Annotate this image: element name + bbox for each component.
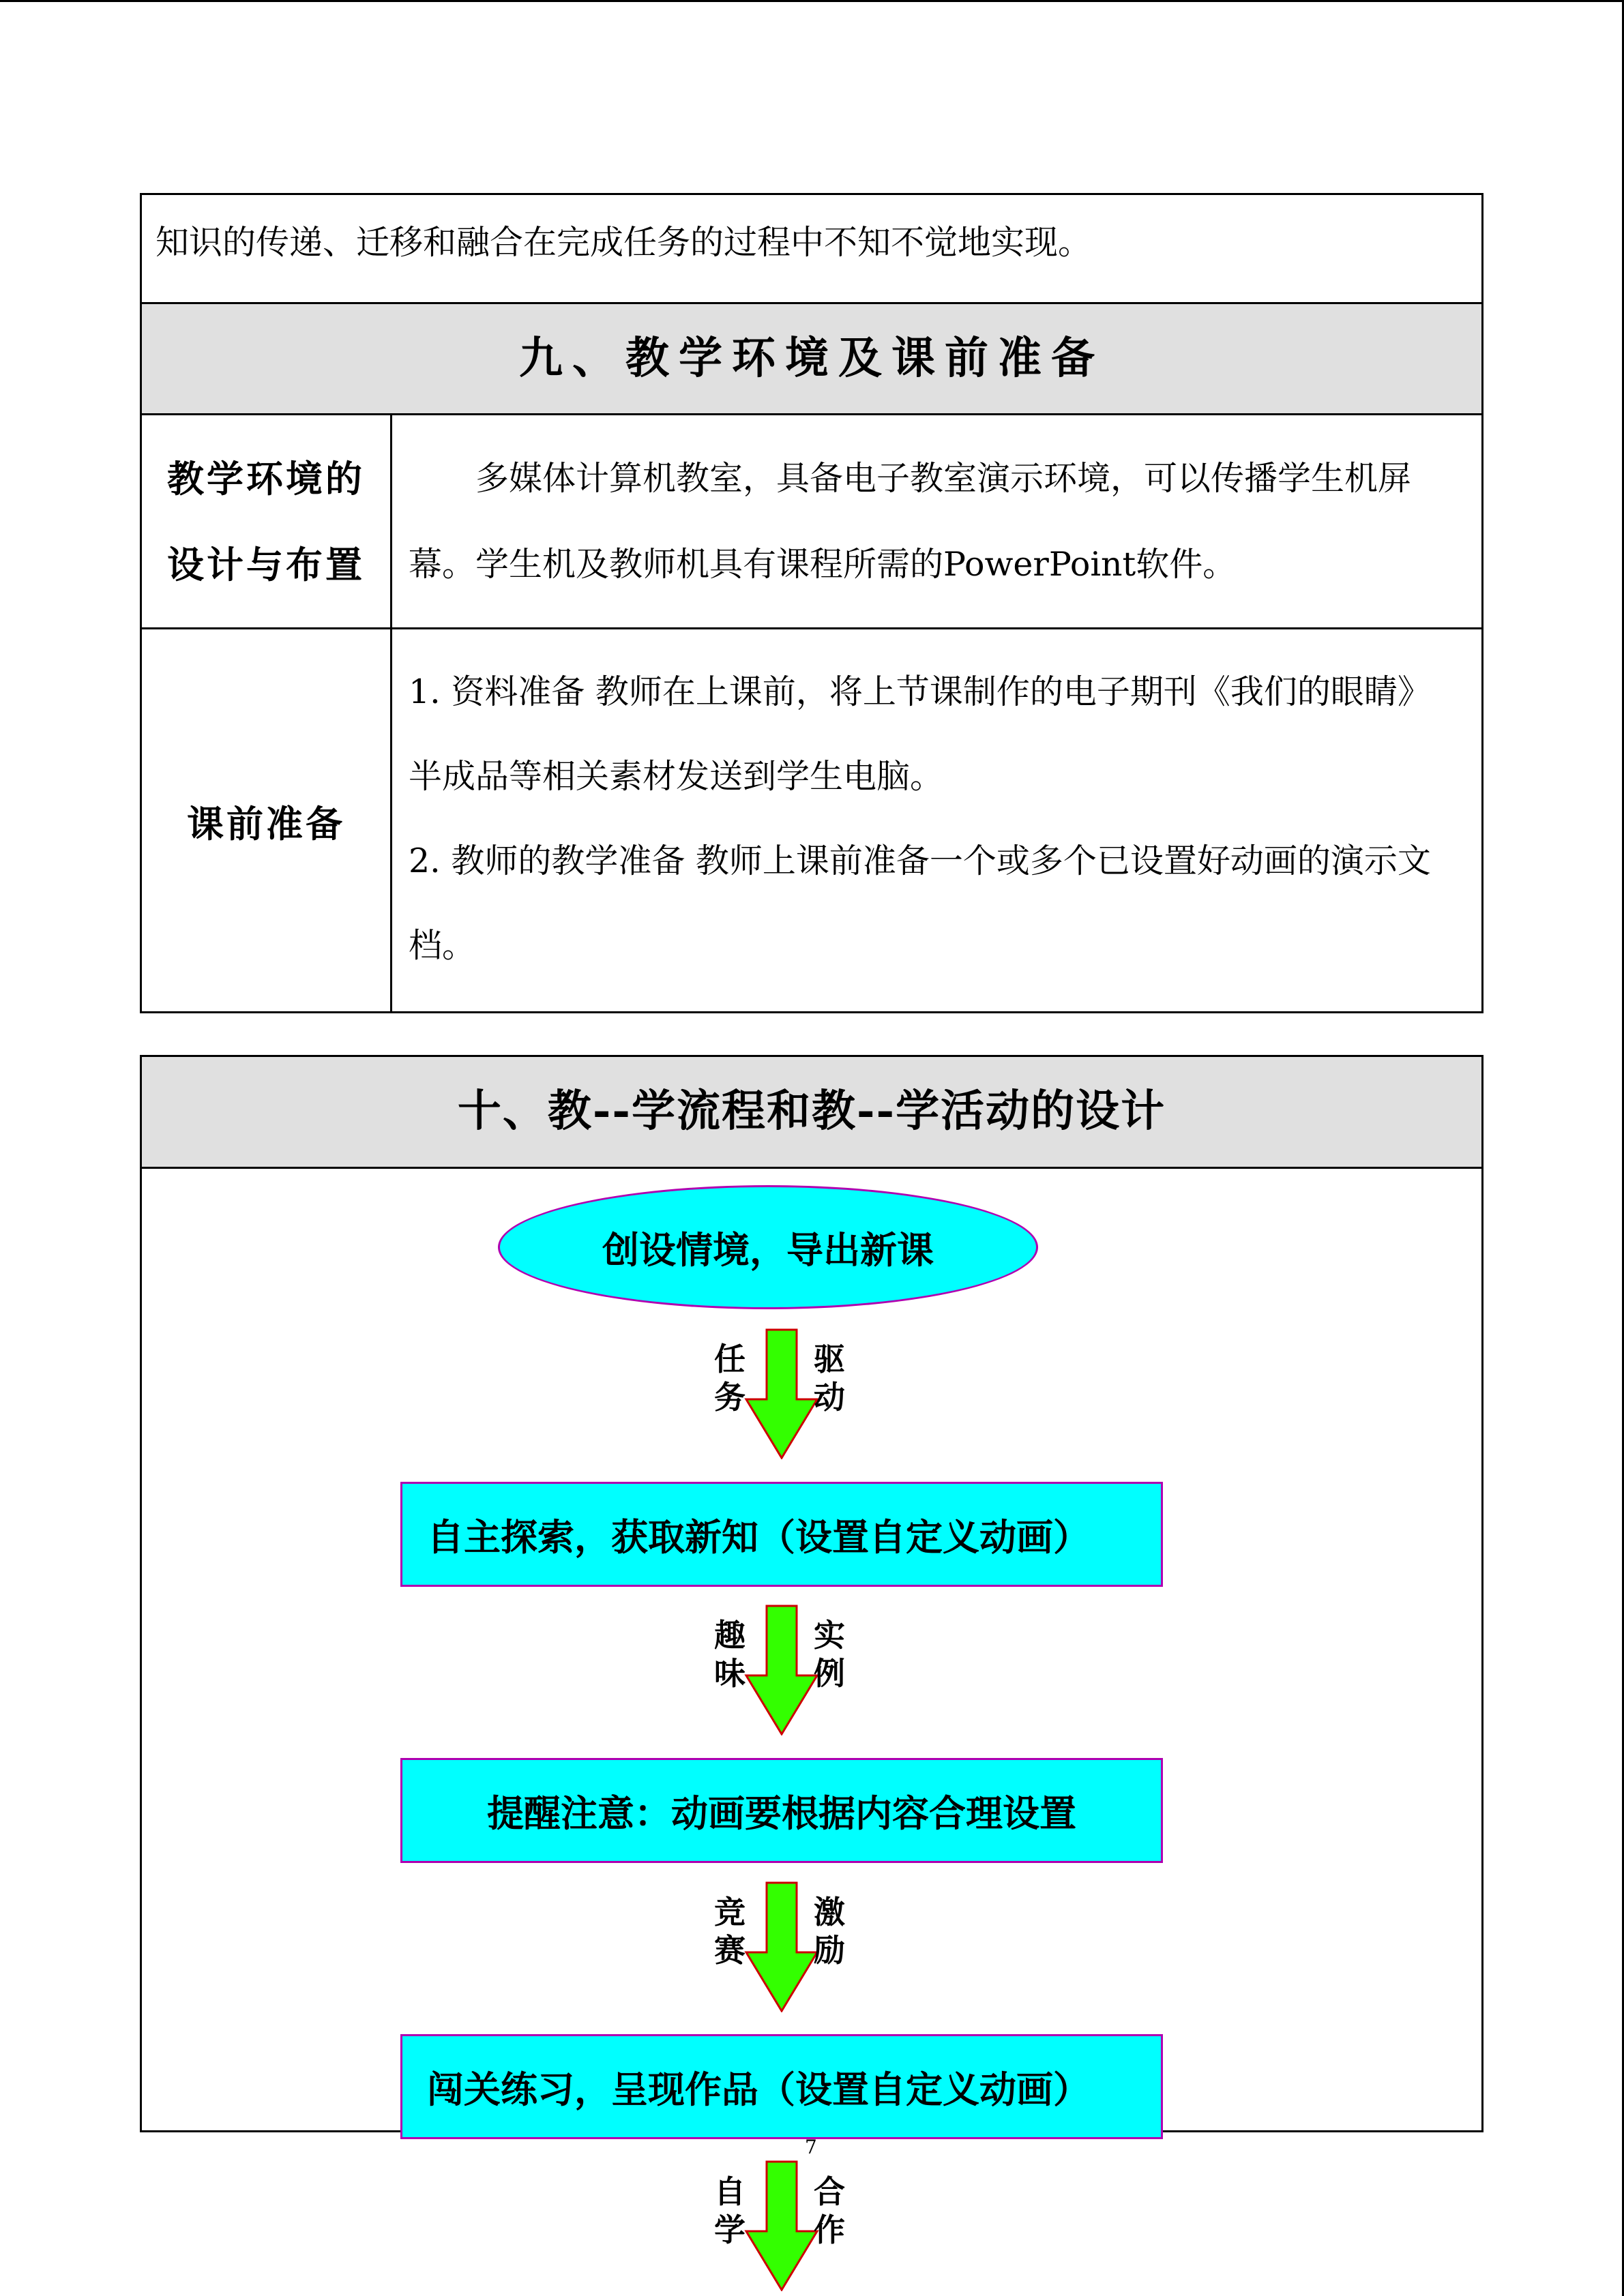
arrow-1-right-label [809, 1340, 850, 1416]
arrow-4-right-char2: 作 [814, 2211, 845, 2248]
flow-step-1: 自主探索，获取新知（设置自定义动画） [400, 1482, 1163, 1587]
arrow-4-right-label [809, 2173, 850, 2249]
arrow-3-left-char2: 赛 [714, 1932, 745, 1969]
flow-start-ellipse: 创设情境，导出新课 [498, 1185, 1038, 1309]
arrow-3-left-label [709, 1893, 750, 1969]
prep-label: 课前准备 [142, 629, 392, 1013]
arrow-2-left-label [709, 1616, 750, 1693]
page-number: 7 [805, 2136, 817, 2158]
flow-step-3: 闯关练习，呈现作品（设置自定义动画） [400, 2034, 1163, 2139]
arrow-2-right-char1: 实 [814, 1617, 845, 1654]
arrow-4-left-label [709, 2173, 750, 2249]
env-cell [392, 415, 1481, 627]
section-9-title: 九、教学环境及课前准备 [142, 304, 1481, 415]
arrow-4-left-char1: 自 [714, 2173, 745, 2210]
table-section-9 [140, 193, 1483, 1013]
arrow-2-left-char2: 味 [714, 1655, 745, 1692]
prep-item-2: 2. 教师的教学准备 教师上课前准备一个或多个已设置好动画的演示文档。 [409, 841, 1431, 965]
arrow-1-left-char2: 务 [714, 1379, 745, 1416]
arrow-3-right-label [809, 1893, 850, 1969]
arrow-3-right-char1: 激 [814, 1894, 845, 1930]
env-label-line2: 设计与布置 [167, 542, 365, 586]
prep-row [142, 629, 1481, 1013]
arrow-4-right-char1: 合 [814, 2173, 845, 2210]
env-row [142, 415, 1481, 629]
section-10-title: 十、教--学流程和教--学活动的设计 [142, 1057, 1481, 1169]
env-text: 多媒体计算机教室，具备电子教室演示环境，可以传播学生机屏幕。学生机及教师机具有课程所需的PowerPoint软件。 [409, 459, 1412, 584]
top-rule [0, 0, 1624, 2]
env-label-line1: 教学环境的 [167, 456, 365, 501]
arrow-2-right-char2: 例 [814, 1655, 845, 1692]
flow-step-2: 提醒注意：动画要根据内容合理设置 [400, 1758, 1163, 1863]
arrow-3-left-char1: 竞 [714, 1894, 745, 1930]
prep-cell [392, 629, 1481, 1013]
arrow-2-right-label [809, 1616, 850, 1693]
arrow-1-right-char1: 驱 [814, 1341, 845, 1377]
env-label [142, 415, 392, 627]
arrow-1-left-label [709, 1340, 750, 1416]
arrow-3-right-char2: 励 [814, 1932, 845, 1969]
arrow-2-left-char1: 趣 [714, 1617, 745, 1654]
arrow-4-left-char2: 学 [714, 2211, 745, 2248]
continuation-text: 知识的传递、迁移和融合在完成任务的过程中不知不觉地实现。 [142, 195, 1481, 304]
prep-item-1: 1. 资料准备 教师在上课前，将上节课制作的电子期刊《我们的眼睛》半成品等相关素材发送到学生电脑。 [409, 672, 1431, 796]
arrow-1-right-char2: 动 [814, 1379, 845, 1416]
arrow-1-left-char1: 任 [714, 1341, 745, 1377]
